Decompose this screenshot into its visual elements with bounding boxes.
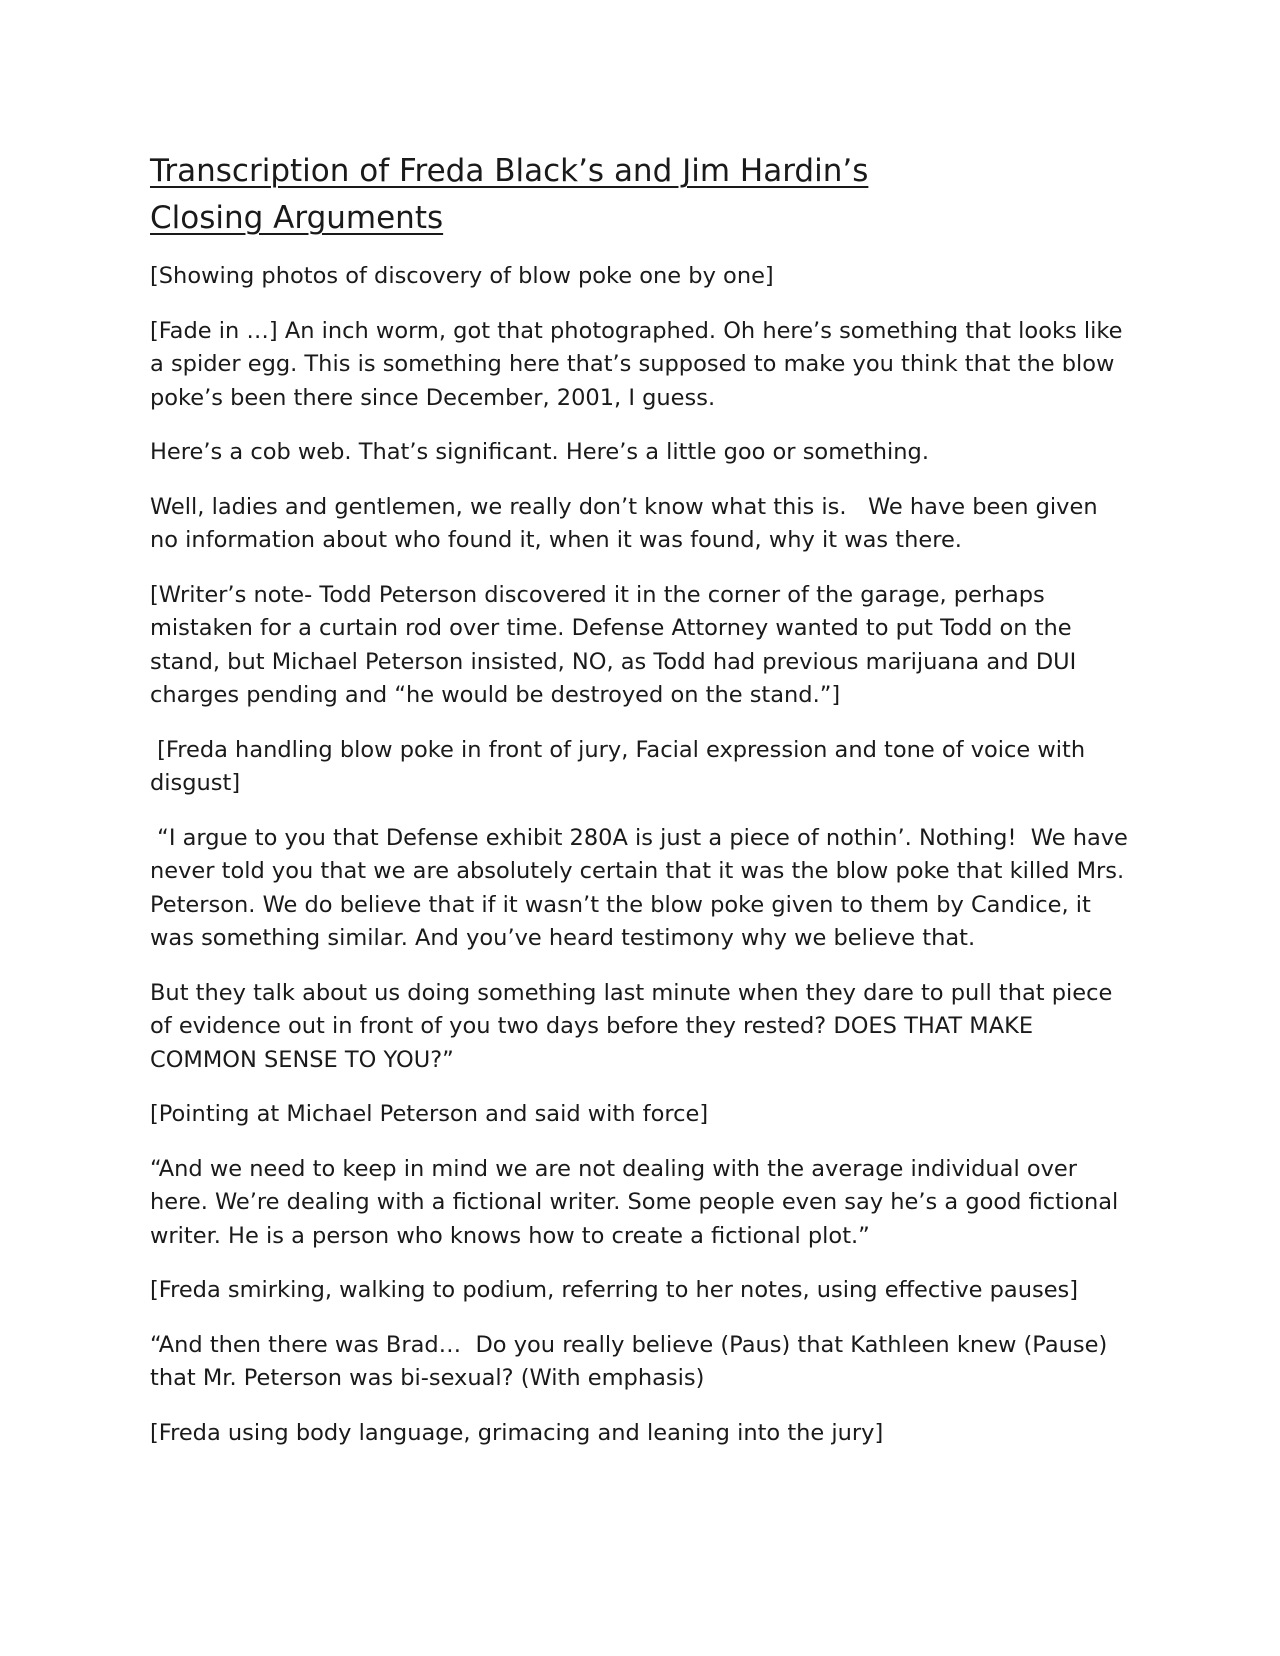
paragraph: [Freda handling blow poke in front of jury, Facial expression and tone of voice with disgust] bbox=[150, 736, 1093, 796]
paragraph: “I argue to you that Defense exhibit 280A is just a piece of nothin’. Nothing! We have never told you that we are absolutely certain that it was the blow poke that killed Mrs. Peterson. We do believe that if it wasn’t the blow poke given to them by Candice, it was something similar. And you’ve heard testimony why we believe that. bbox=[150, 824, 1136, 951]
paragraph: [Writer’s note- Todd Peterson discovered it in the corner of the garage, perhaps mistaken for a curtain rod over time. Defense Attorney wanted to put Todd on the stand, but Michael Peterson insisted, NO, as Todd had previous marijuana and DUI charges pending and “he would be destroyed on the stand.”] bbox=[150, 581, 1084, 708]
paragraph: Here’s a cob web. That’s significant. Here’s a little goo or something. bbox=[150, 439, 929, 465]
paragraph: [Freda smirking, walking to podium, referring to her notes, using effective pauses] bbox=[150, 1277, 1079, 1303]
document-body bbox=[150, 148, 1136, 1471]
paragraph: But they talk about us doing something last minute when they dare to pull that piece of evidence out in front of you two days before they rested? DOES THAT MAKE COMMON SENSE TO YOU?” bbox=[150, 979, 1120, 1073]
paragraph: [Freda using body language, grimacing and leaning into the jury] bbox=[150, 1419, 884, 1446]
paragraph: [Showing photos of discovery of blow poke one by one] bbox=[150, 263, 774, 289]
paragraph: [Pointing at Michael Peterson and said with force] bbox=[150, 1101, 709, 1127]
paragraph: “And then there was Brad… Do you really believe (Paus) that Kathleen knew (Pause) that Mr. Peterson was bi-sexual? (With emphasis) bbox=[150, 1331, 1115, 1391]
document-title: Transcription of Freda Black’s and Jim Hardin’s Closing Arguments bbox=[150, 153, 869, 236]
paragraph: Well, ladies and gentlemen, we really don’t know what this is. We have been given no information about who found it, when it was found, why it was there. bbox=[150, 493, 1105, 553]
paragraph: “And we need to keep in mind we are not dealing with the average individual over here. We’re dealing with a fictional writer. Some people even say he’s a good fictional writer. He is a person who knows how to create a fictional plot.” bbox=[150, 1155, 1126, 1249]
paragraph: [Fade in …] An inch worm, got that photographed. Oh here’s something that looks like a spider egg. This is something here that’s supposed to make you think that the blow poke’s been there since December, 2001, I guess. bbox=[150, 317, 1130, 411]
